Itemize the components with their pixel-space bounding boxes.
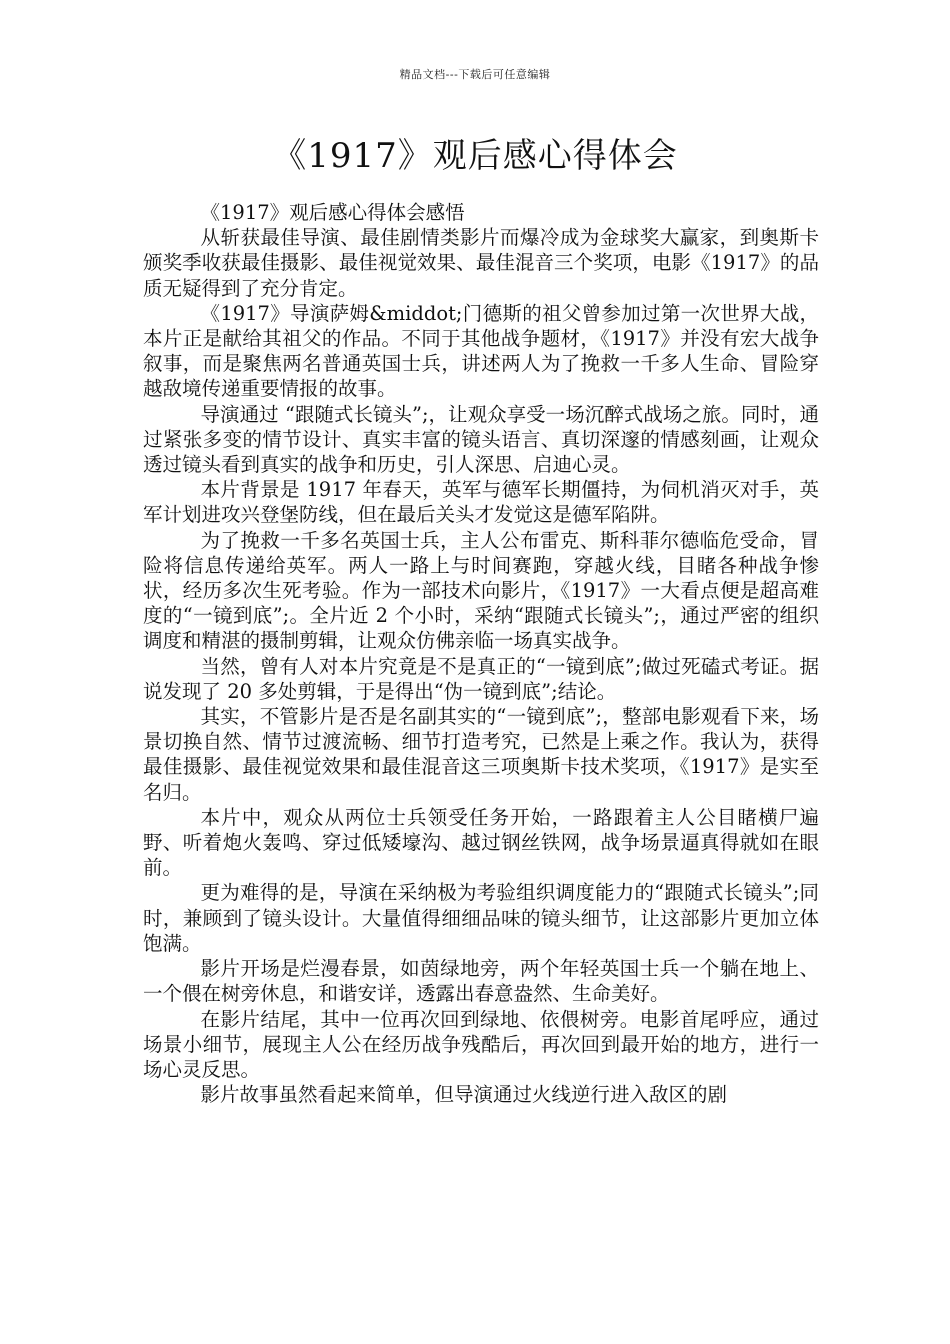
paragraph: 影片开场是烂漫春景，如茵绿地旁，两个年轻英国士兵一个躺在地上、一个偎在树旁休息，和谐安详，透露出春意盎然、生命美好。	[143, 957, 819, 1006]
paragraph: 为了挽救一千多名英国士兵，主人公布雷克、斯科菲尔德临危受命，冒险将信息传递给英军。两人一路上与时间赛跑，穿越火线，目睹各种战争惨状，经历多次生死考验。作为一部技术向影片，《1917》一大看点便是超高难度的“一镜到底”;。全片近 2 个小时，采纳“跟随式长镜头”;，通过严密的组织调度和精湛的摄制剪辑，让观众仿佛亲临一场真实战争。	[143, 528, 819, 653]
paragraph: 当然，曾有人对本片究竟是不是真正的“一镜到底”;做过死磕式考证。据说发现了 20 多处剪辑，于是得出“伪一镜到底”;结论。	[143, 654, 819, 703]
paragraph: 《1917》观后感心得体会感悟	[200, 201, 465, 224]
paragraph: 在影片结尾，其中一位再次回到绿地、依偎树旁。电影首尾呼应，通过场景小细节，展现主人公在经历战争残酷后，再次回到最开始的地方，进行一场心灵反思。	[143, 1007, 819, 1081]
paragraph: 其实，不管影片是否是名副其实的“一镜到底”;，整部电影观看下来，场景切换自然、情节过渡流畅、细节打造考究，已然是上乘之作。我认为，获得最佳摄影、最佳视觉效果和最佳混音这三项奥斯卡技术奖项，《1917》是实至名归。	[143, 705, 819, 804]
document-body	[143, 200, 819, 1107]
paragraph: 从斩获最佳导演、最佳剧情类影片而爆冷成为金球奖大赢家，到奥斯卡颁奖季收获最佳摄影、最佳视觉效果、最佳混音三个奖项，电影《1917》的品质无疑得到了充分肯定。	[143, 226, 819, 300]
paragraph: 导演通过 “跟随式长镜头”;，让观众享受一场沉醉式战场之旅。同时，通过紧张多变的情节设计、真实丰富的镜头语言、真切深邃的情感刻画，让观众透过镜头看到真实的战争和历史，引人深思、启迪心灵。	[143, 402, 819, 477]
document-title: 《1917》观后感心得体会	[272, 136, 678, 176]
paragraph: 更为难得的是，导演在采纳极为考验组织调度能力的“跟随式长镜头”;同时，兼顾到了镜头设计。大量值得细细品味的镜头细节，让这部影片更加立体饱满。	[143, 881, 819, 955]
paragraph: 本片背景是 1917 年春天，英军与德军长期僵持，为伺机消灭对手，英军计划进攻兴登堡防线，但在最后关头才发觉这是德军陷阱。	[143, 478, 819, 527]
paragraph: 影片故事虽然看起来简单，但导演通过火线逆行进入敌区的剧	[200, 1083, 728, 1107]
paragraph: 本片中，观众从两位士兵领受任务开始，一路跟着主人公目睹横尸遍野、听着炮火轰鸣、穿过低矮壕沟、越过钢丝铁网，战争场景逼真得就如在眼前。	[143, 805, 819, 880]
header-note: 精品文档---下载后可任意编辑	[399, 68, 551, 81]
paragraph: 《1917》导演萨姆&middot;门德斯的祖父曾参加过第一次世界大战，本片正是献给其祖父的作品。不同于其他战争题材，《1917》并没有宏大战争叙事，而是聚焦两名普通英国士兵，讲述两人为了挽救一千多人生命、冒险穿越敌境传递重要情报的故事。	[143, 301, 819, 401]
